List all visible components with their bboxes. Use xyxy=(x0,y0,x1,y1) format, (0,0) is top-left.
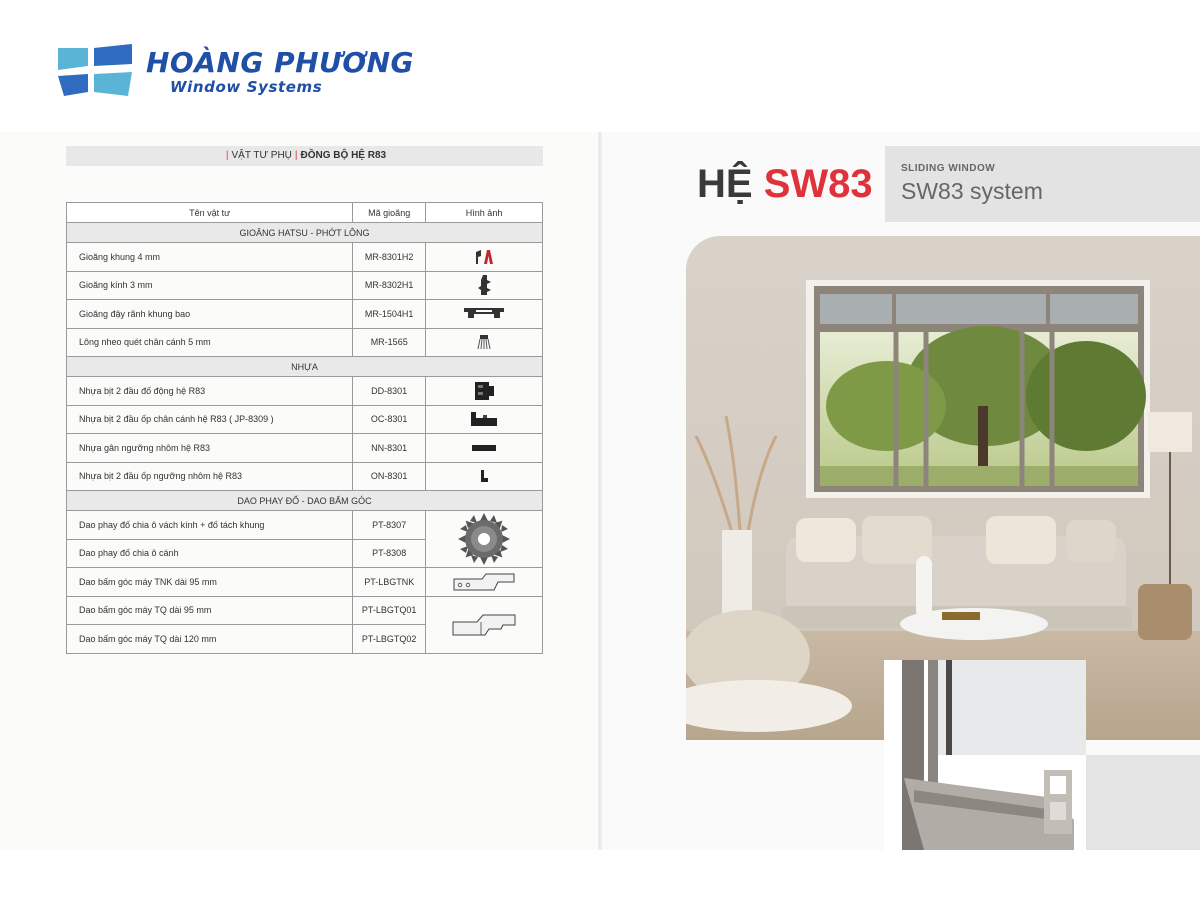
item-name: Gioăng khung 4 mm xyxy=(67,243,353,272)
item-name: Dao bấm góc máy TQ dài 95 mm xyxy=(67,596,353,625)
profile-detail-image xyxy=(884,660,1086,850)
item-image-cell xyxy=(426,511,543,568)
item-name: Gioăng đậy rãnh khung bao xyxy=(67,300,353,329)
table-row xyxy=(67,405,543,434)
item-image-cell xyxy=(426,596,543,653)
plastic-end-cap-icon xyxy=(471,380,497,402)
logo-mark-icon xyxy=(58,44,134,96)
item-image-cell xyxy=(426,271,543,300)
col-header-code: Mã gioăng xyxy=(353,203,426,223)
item-code: NN-8301 xyxy=(353,434,426,463)
table-group-row xyxy=(67,223,543,243)
title-prefix: HỆ xyxy=(697,162,753,206)
profile-cross-section-illustration xyxy=(884,660,1086,850)
item-name: Dao phay đố chia ô vách kính + đố tách khung xyxy=(67,511,353,540)
item-code: PT-LBGTQ02 xyxy=(353,625,426,654)
table-group-row xyxy=(67,491,543,511)
item-name: Dao phay đố chia ô cánh xyxy=(67,539,353,568)
plastic-threshold-rib-icon xyxy=(470,443,498,453)
system-name: SW83 system xyxy=(901,178,1043,204)
item-code: DD-8301 xyxy=(353,377,426,406)
item-image-cell xyxy=(426,243,543,272)
item-code: PT-LBGTQ01 xyxy=(353,596,426,625)
item-code: PT-8307 xyxy=(353,511,426,540)
table-row xyxy=(67,434,543,463)
system-title xyxy=(697,162,873,207)
item-image-cell xyxy=(426,462,543,491)
section-title-part1: VẬT TƯ PHỤ xyxy=(231,150,292,161)
item-code: MR-1504H1 xyxy=(353,300,426,329)
section-title-part2: ĐỒNG BỘ HỆ R83 xyxy=(300,150,387,161)
section-header: | VẬT TƯ PHỤ | ĐỒNG BỘ HỆ R83 xyxy=(66,146,543,166)
table-row xyxy=(67,243,543,272)
item-name: Nhựa gân ngưỡng nhôm hệ R83 xyxy=(67,434,353,463)
item-image-cell xyxy=(426,300,543,329)
item-code: ON-8301 xyxy=(353,462,426,491)
decorative-grey-block xyxy=(1086,755,1200,850)
gasket-cover-icon xyxy=(462,306,506,322)
item-image-cell xyxy=(426,568,543,597)
table-row xyxy=(67,596,543,625)
plastic-sash-cap-icon xyxy=(469,410,499,428)
item-code: MR-8302H1 xyxy=(353,271,426,300)
item-code: OC-8301 xyxy=(353,405,426,434)
item-name: Nhựa bịt 2 đầu ốp ngưỡng nhôm hệ R83 xyxy=(67,462,353,491)
item-name: Lông nheo quét chân cánh 5 mm xyxy=(67,328,353,357)
col-header-name: Tên vật tư xyxy=(67,203,353,223)
table-row xyxy=(67,568,543,597)
table-header-row xyxy=(67,203,543,223)
item-code: PT-8308 xyxy=(353,539,426,568)
gasket-frame-icon xyxy=(473,248,495,266)
brand-logo xyxy=(58,44,414,100)
system-category: SLIDING WINDOW xyxy=(901,163,996,174)
item-code: MR-1565 xyxy=(353,328,426,357)
item-name: Dao bấm góc máy TQ dài 120 mm xyxy=(67,625,353,654)
plastic-threshold-cap-icon xyxy=(478,469,490,483)
item-image-cell xyxy=(426,434,543,463)
table-row xyxy=(67,300,543,329)
gasket-glass-icon xyxy=(475,274,493,296)
table-row xyxy=(67,328,543,357)
corner-crimp-blade-icon xyxy=(452,571,516,593)
item-image-cell xyxy=(426,377,543,406)
item-name: Gioăng kính 3 mm xyxy=(67,271,353,300)
item-name: Dao bấm góc máy TNK dài 95 mm xyxy=(67,568,353,597)
table-group-row xyxy=(67,357,543,377)
item-image-cell xyxy=(426,328,543,357)
page-fold xyxy=(598,132,602,850)
item-code: MR-8301H2 xyxy=(353,243,426,272)
group-title: DAO PHAY ĐỐ - DAO BẤM GÓC xyxy=(67,491,543,511)
item-code: PT-LBGTNK xyxy=(353,568,426,597)
milling-cutter-icon xyxy=(457,512,511,566)
table-row xyxy=(67,377,543,406)
group-title: NHỰA xyxy=(67,357,543,377)
table-row xyxy=(67,271,543,300)
item-image-cell xyxy=(426,405,543,434)
brush-seal-icon xyxy=(477,334,491,350)
table-row xyxy=(67,462,543,491)
group-title: GIOĂNG HATSU - PHỚT LÔNG xyxy=(67,223,543,243)
col-header-image: Hình ảnh xyxy=(426,203,543,223)
item-name: Nhựa bịt 2 đầu đố động hệ R83 xyxy=(67,377,353,406)
corner-crimp-blade-tq-icon xyxy=(451,612,517,638)
title-model: SW83 xyxy=(763,162,873,206)
table-row xyxy=(67,511,543,540)
accessories-table xyxy=(66,202,543,654)
item-name: Nhựa bịt 2 đầu ốp chân cánh hệ R83 ( JP-8309 ) xyxy=(67,405,353,434)
brand-name: HOÀNG PHƯƠNG xyxy=(146,46,414,79)
brand-subtitle: Window Systems xyxy=(170,78,323,96)
